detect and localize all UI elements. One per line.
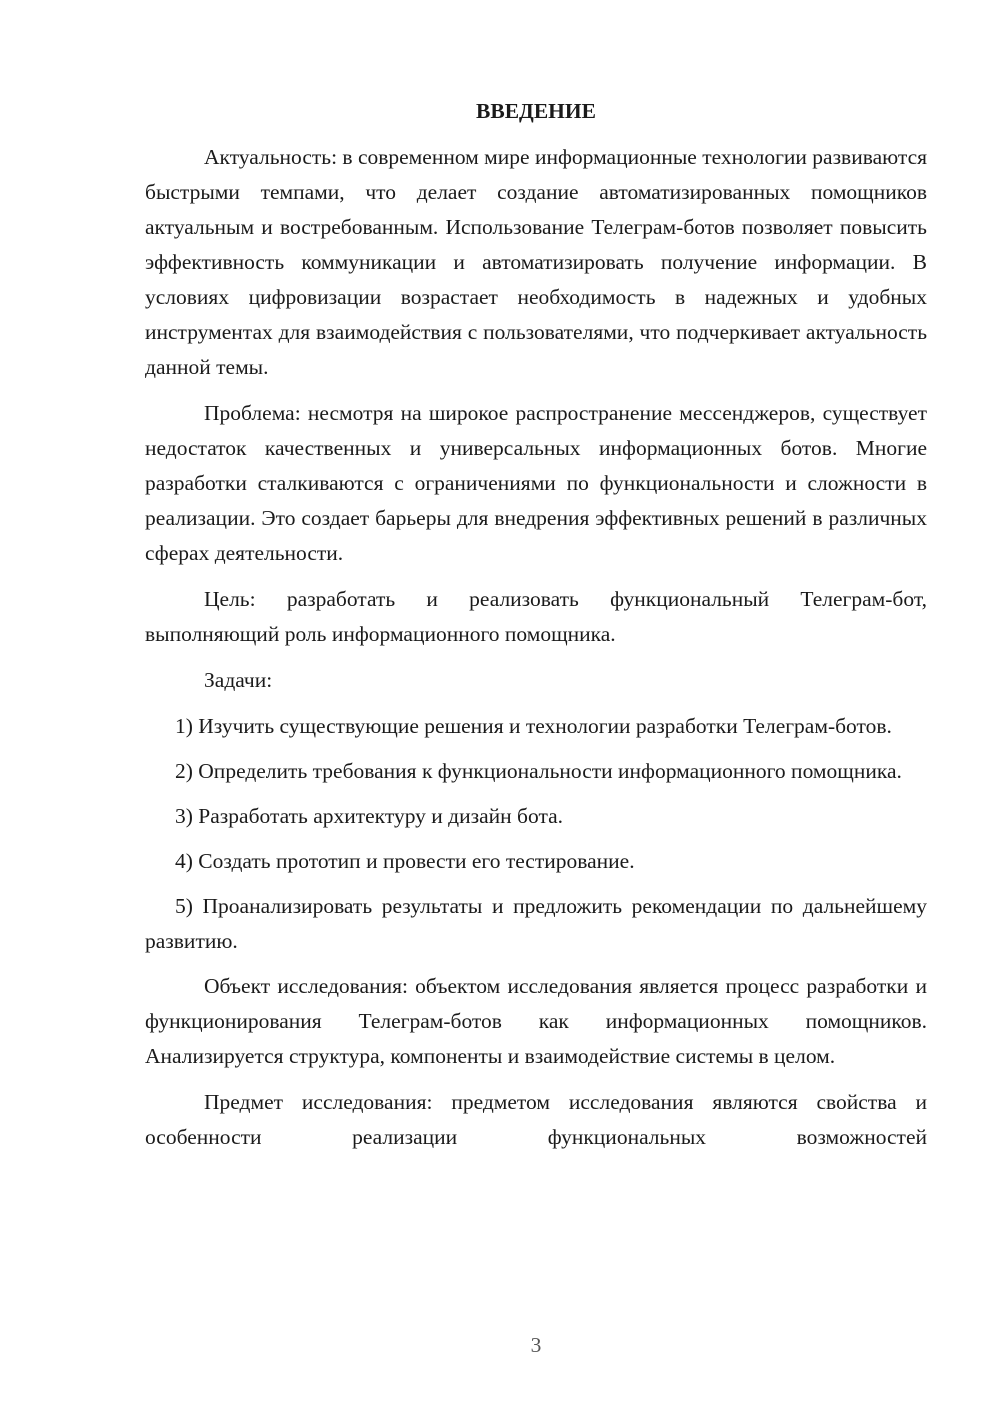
- paragraph-subject: Предмет исследования: предметом исследования являются свойства и особенности реализации функциональных возможностей: [145, 1090, 927, 1149]
- paragraph-problem: Проблема: несмотря на широкое распространение мессенджеров, существует недостаток качественных и универсальных информационных ботов. Многие разработки сталкиваются с ограничениями по функциональности и сложности в реализации. Это создает барьеры для внедрения эффективных решений в различных сферах деятельности.: [145, 401, 927, 565]
- section-heading: ВВЕДЕНИЕ: [476, 99, 596, 123]
- tasks-label: Задачи:: [204, 668, 273, 692]
- task-item-4: 4) Создать прототип и провести его тестирование.: [175, 849, 635, 873]
- paragraph-object: Объект исследования: объектом исследования является процесс разработки и функционирования Телеграм-ботов как информационных помощников. Анализируется структура, компоненты и взаимодействие системы в целом.: [145, 974, 927, 1068]
- paragraph-goal: Цель: разработать и реализовать функциональный Телеграм-бот, выполняющий роль информационного помощника.: [145, 587, 927, 646]
- page-content: [145, 95, 927, 1166]
- task-item-1: 1) Изучить существующие решения и технологии разработки Телеграм-ботов.: [175, 714, 892, 738]
- page-number: 3: [530, 1333, 542, 1357]
- task-item-2: 2) Определить требования к функциональности информационного помощника.: [175, 759, 902, 783]
- task-item-5: 5) Проанализировать результаты и предложить рекомендации по дальнейшему развитию.: [145, 894, 927, 953]
- task-item-3: 3) Разработать архитектуру и дизайн бота.: [175, 804, 564, 828]
- paragraph-relevance: Актуальность: в современном мире информационные технологии развиваются быстрыми темпами, что делает создание автоматизированных помощников актуальным и востребованным. Использование Телеграм-ботов позволяет повысить эффективность коммуникации и автоматизировать получение информации. В условиях цифровизации возрастает необходимость в надежных и удобных инструментах для взаимодействия с пользователями, что подчеркивает актуальность данной темы.: [145, 145, 927, 379]
